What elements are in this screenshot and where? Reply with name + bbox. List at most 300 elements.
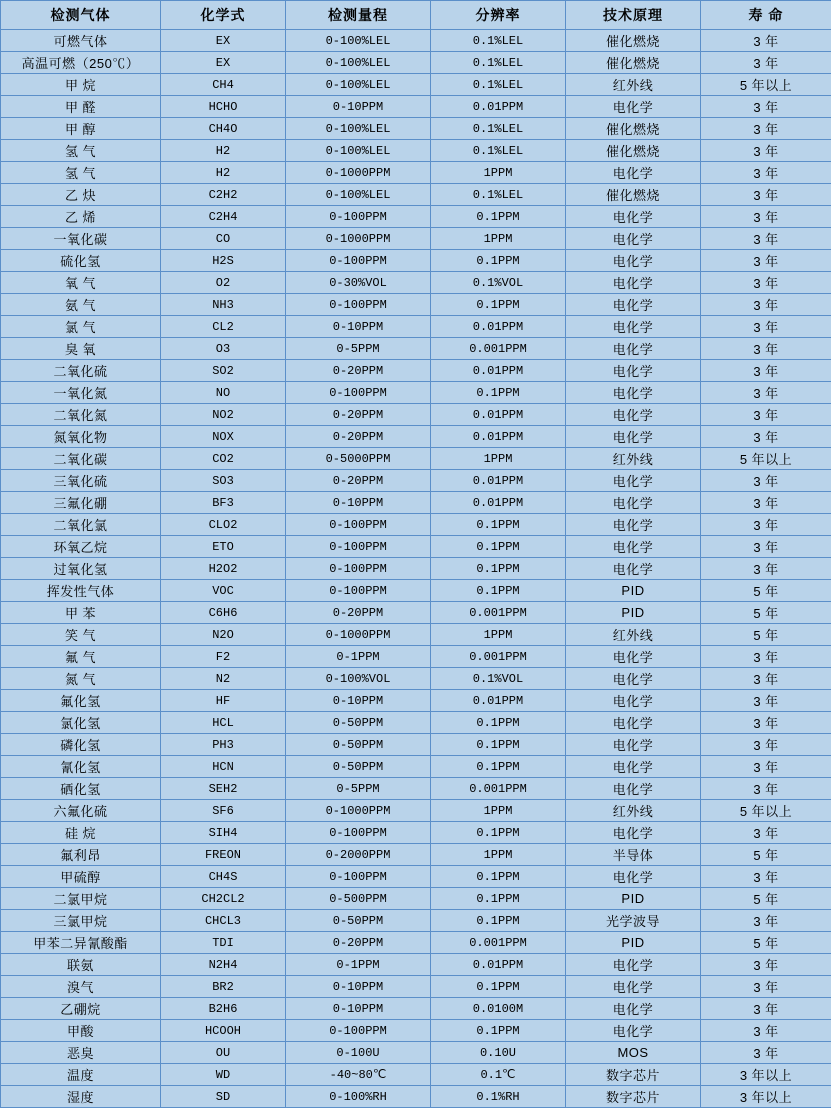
table-row	[1, 646, 831, 668]
cell-lifetime: 3 年	[701, 998, 831, 1020]
cell-lifetime: 3 年	[701, 910, 831, 932]
cell-chemical-formula: O3	[161, 338, 286, 360]
cell-lifetime: 3 年	[701, 404, 831, 426]
cell-detection-range: 0-100PPM	[286, 206, 431, 228]
cell-chemical-formula: WD	[161, 1064, 286, 1086]
cell-technology: 电化学	[566, 778, 701, 800]
cell-detection-range: 0-100PPM	[286, 1020, 431, 1042]
cell-chemical-formula: NH3	[161, 294, 286, 316]
table-row	[1, 470, 831, 492]
cell-chemical-formula: H2	[161, 140, 286, 162]
table-row	[1, 294, 831, 316]
cell-chemical-formula: C2H4	[161, 206, 286, 228]
cell-technology: 光学波导	[566, 910, 701, 932]
header-row	[1, 1, 831, 30]
cell-technology: 催化燃烧	[566, 52, 701, 74]
cell-lifetime: 3 年	[701, 294, 831, 316]
cell-detection-range: 0-20PPM	[286, 360, 431, 382]
cell-technology: 电化学	[566, 272, 701, 294]
table-row	[1, 602, 831, 624]
cell-detection-range: 0-5000PPM	[286, 448, 431, 470]
cell-lifetime: 3 年	[701, 140, 831, 162]
cell-lifetime: 3 年	[701, 426, 831, 448]
cell-technology: PID	[566, 888, 701, 910]
cell-technology: 电化学	[566, 382, 701, 404]
cell-lifetime: 3 年	[701, 360, 831, 382]
cell-gas-name: 氯化氢	[1, 712, 161, 734]
table-row	[1, 382, 831, 404]
cell-resolution: 0.1%LEL	[431, 30, 566, 52]
cell-detection-range: 0-100PPM	[286, 250, 431, 272]
table-row	[1, 30, 831, 52]
cell-chemical-formula: C6H6	[161, 602, 286, 624]
table-row	[1, 734, 831, 756]
cell-detection-range: 0-500PPM	[286, 888, 431, 910]
cell-gas-name: 三氟化硼	[1, 492, 161, 514]
cell-gas-name: 二氧化氮	[1, 404, 161, 426]
cell-chemical-formula: HCN	[161, 756, 286, 778]
cell-resolution: 0.001PPM	[431, 338, 566, 360]
table-row	[1, 184, 831, 206]
cell-lifetime: 3 年	[701, 690, 831, 712]
table-row	[1, 998, 831, 1020]
cell-resolution: 0.1PPM	[431, 756, 566, 778]
cell-chemical-formula: CLO2	[161, 514, 286, 536]
cell-detection-range: 0-30%VOL	[286, 272, 431, 294]
cell-resolution: 0.1PPM	[431, 206, 566, 228]
cell-resolution: 0.1℃	[431, 1064, 566, 1086]
cell-technology: 电化学	[566, 206, 701, 228]
cell-chemical-formula: EX	[161, 52, 286, 74]
cell-lifetime: 3 年	[701, 470, 831, 492]
cell-lifetime: 3 年	[701, 976, 831, 998]
cell-detection-range: -40~80℃	[286, 1064, 431, 1086]
cell-resolution: 0.01PPM	[431, 426, 566, 448]
cell-resolution: 0.1%LEL	[431, 184, 566, 206]
cell-technology: 电化学	[566, 228, 701, 250]
cell-lifetime: 5 年	[701, 888, 831, 910]
cell-detection-range: 0-50PPM	[286, 734, 431, 756]
cell-resolution: 1PPM	[431, 448, 566, 470]
cell-technology: 电化学	[566, 558, 701, 580]
cell-lifetime: 3 年	[701, 492, 831, 514]
cell-gas-name: 氧 气	[1, 272, 161, 294]
cell-gas-name: 二氯甲烷	[1, 888, 161, 910]
cell-chemical-formula: H2O2	[161, 558, 286, 580]
cell-lifetime: 5 年	[701, 580, 831, 602]
cell-resolution: 0.1PPM	[431, 866, 566, 888]
cell-technology: 电化学	[566, 646, 701, 668]
cell-chemical-formula: C2H2	[161, 184, 286, 206]
cell-lifetime: 3 年	[701, 228, 831, 250]
cell-technology: 电化学	[566, 316, 701, 338]
cell-gas-name: 一氧化氮	[1, 382, 161, 404]
cell-gas-name: 二氧化氯	[1, 514, 161, 536]
table-row	[1, 558, 831, 580]
table-row	[1, 888, 831, 910]
cell-resolution: 0.10U	[431, 1042, 566, 1064]
cell-detection-range: 0-100PPM	[286, 536, 431, 558]
cell-gas-name: 氮氧化物	[1, 426, 161, 448]
cell-chemical-formula: H2S	[161, 250, 286, 272]
cell-lifetime: 3 年	[701, 338, 831, 360]
cell-technology: 电化学	[566, 690, 701, 712]
cell-detection-range: 0-100%LEL	[286, 30, 431, 52]
cell-resolution: 0.1PPM	[431, 910, 566, 932]
cell-detection-range: 0-100PPM	[286, 382, 431, 404]
cell-resolution: 0.01PPM	[431, 954, 566, 976]
cell-lifetime: 3 年	[701, 514, 831, 536]
cell-detection-range: 0-5PPM	[286, 778, 431, 800]
cell-gas-name: 六氟化硫	[1, 800, 161, 822]
cell-chemical-formula: BF3	[161, 492, 286, 514]
cell-resolution: 0.1%RH	[431, 1086, 566, 1108]
cell-technology: 电化学	[566, 426, 701, 448]
cell-technology: 电化学	[566, 536, 701, 558]
table-row	[1, 932, 831, 954]
cell-lifetime: 3 年	[701, 822, 831, 844]
cell-lifetime: 5 年	[701, 844, 831, 866]
cell-resolution: 0.1%LEL	[431, 74, 566, 96]
table-row	[1, 910, 831, 932]
table-row	[1, 492, 831, 514]
cell-chemical-formula: SF6	[161, 800, 286, 822]
cell-detection-range: 0-100%LEL	[286, 140, 431, 162]
cell-lifetime: 3 年	[701, 1042, 831, 1064]
cell-technology: PID	[566, 602, 701, 624]
cell-lifetime: 3 年	[701, 52, 831, 74]
cell-resolution: 0.1PPM	[431, 976, 566, 998]
cell-resolution: 0.01PPM	[431, 404, 566, 426]
table-row	[1, 140, 831, 162]
cell-resolution: 0.001PPM	[431, 778, 566, 800]
cell-resolution: 0.01PPM	[431, 316, 566, 338]
table-row	[1, 536, 831, 558]
cell-lifetime: 3 年	[701, 316, 831, 338]
cell-resolution: 0.1PPM	[431, 514, 566, 536]
cell-gas-name: 氮 气	[1, 668, 161, 690]
cell-resolution: 0.001PPM	[431, 602, 566, 624]
cell-detection-range: 0-20PPM	[286, 426, 431, 448]
cell-gas-name: 湿度	[1, 1086, 161, 1108]
table-row	[1, 206, 831, 228]
cell-technology: 数字芯片	[566, 1086, 701, 1108]
cell-detection-range: 0-100%LEL	[286, 74, 431, 96]
cell-technology: 电化学	[566, 404, 701, 426]
cell-lifetime: 3 年	[701, 712, 831, 734]
cell-chemical-formula: BR2	[161, 976, 286, 998]
cell-detection-range: 0-100%LEL	[286, 184, 431, 206]
cell-gas-name: 氟 气	[1, 646, 161, 668]
cell-chemical-formula: CHCL3	[161, 910, 286, 932]
cell-gas-name: 甲硫醇	[1, 866, 161, 888]
cell-resolution: 0.0100M	[431, 998, 566, 1020]
cell-detection-range: 0-20PPM	[286, 404, 431, 426]
cell-chemical-formula: CO2	[161, 448, 286, 470]
cell-chemical-formula: SO3	[161, 470, 286, 492]
cell-lifetime: 3 年	[701, 536, 831, 558]
table-row	[1, 1020, 831, 1042]
cell-chemical-formula: CH4O	[161, 118, 286, 140]
cell-chemical-formula: HCHO	[161, 96, 286, 118]
cell-resolution: 0.01PPM	[431, 492, 566, 514]
cell-chemical-formula: SD	[161, 1086, 286, 1108]
cell-detection-range: 0-100PPM	[286, 558, 431, 580]
cell-gas-name: 溴气	[1, 976, 161, 998]
table-row	[1, 74, 831, 96]
cell-technology: 电化学	[566, 294, 701, 316]
cell-chemical-formula: TDI	[161, 932, 286, 954]
cell-technology: 半导体	[566, 844, 701, 866]
cell-gas-name: 氰化氢	[1, 756, 161, 778]
table-row	[1, 1086, 831, 1108]
cell-lifetime: 3 年	[701, 954, 831, 976]
cell-technology: 电化学	[566, 492, 701, 514]
cell-technology: 数字芯片	[566, 1064, 701, 1086]
cell-resolution: 0.01PPM	[431, 470, 566, 492]
cell-gas-name: 甲酸	[1, 1020, 161, 1042]
cell-resolution: 0.001PPM	[431, 932, 566, 954]
cell-resolution: 1PPM	[431, 800, 566, 822]
cell-detection-range: 0-100PPM	[286, 866, 431, 888]
table-row	[1, 954, 831, 976]
cell-technology: 红外线	[566, 74, 701, 96]
cell-technology: 电化学	[566, 734, 701, 756]
cell-chemical-formula: CL2	[161, 316, 286, 338]
cell-gas-name: 恶臭	[1, 1042, 161, 1064]
cell-technology: 电化学	[566, 338, 701, 360]
cell-chemical-formula: SIH4	[161, 822, 286, 844]
cell-gas-name: 硫化氢	[1, 250, 161, 272]
cell-gas-name: 乙 烯	[1, 206, 161, 228]
cell-resolution: 0.1%LEL	[431, 118, 566, 140]
cell-technology: 电化学	[566, 360, 701, 382]
cell-resolution: 0.1PPM	[431, 294, 566, 316]
cell-resolution: 0.1%LEL	[431, 140, 566, 162]
cell-gas-name: 氟利昂	[1, 844, 161, 866]
cell-resolution: 0.1%LEL	[431, 52, 566, 74]
cell-chemical-formula: N2	[161, 668, 286, 690]
cell-detection-range: 0-1PPM	[286, 646, 431, 668]
cell-gas-name: 过氧化氢	[1, 558, 161, 580]
cell-gas-name: 甲苯二异氰酸酯	[1, 932, 161, 954]
cell-gas-name: 温度	[1, 1064, 161, 1086]
table-row	[1, 976, 831, 998]
table-row	[1, 360, 831, 382]
cell-chemical-formula: O2	[161, 272, 286, 294]
table-row	[1, 712, 831, 734]
cell-chemical-formula: OU	[161, 1042, 286, 1064]
cell-lifetime: 5 年以上	[701, 448, 831, 470]
cell-gas-name: 二氧化碳	[1, 448, 161, 470]
table-row	[1, 426, 831, 448]
cell-technology: 红外线	[566, 624, 701, 646]
cell-lifetime: 3 年	[701, 668, 831, 690]
cell-lifetime: 3 年	[701, 206, 831, 228]
cell-technology: 电化学	[566, 954, 701, 976]
cell-chemical-formula: HF	[161, 690, 286, 712]
table-header	[1, 1, 831, 30]
table-row	[1, 52, 831, 74]
cell-chemical-formula: NO	[161, 382, 286, 404]
cell-detection-range: 0-50PPM	[286, 756, 431, 778]
cell-gas-name: 氢 气	[1, 162, 161, 184]
table-row	[1, 778, 831, 800]
table-row	[1, 338, 831, 360]
table-row	[1, 514, 831, 536]
cell-detection-range: 0-10PPM	[286, 998, 431, 1020]
cell-chemical-formula: PH3	[161, 734, 286, 756]
cell-gas-name: 笑 气	[1, 624, 161, 646]
cell-resolution: 1PPM	[431, 624, 566, 646]
table-row	[1, 250, 831, 272]
cell-resolution: 0.001PPM	[431, 646, 566, 668]
cell-detection-range: 0-100%LEL	[286, 52, 431, 74]
cell-technology: 红外线	[566, 800, 701, 822]
cell-chemical-formula: ETO	[161, 536, 286, 558]
cell-detection-range: 0-100%VOL	[286, 668, 431, 690]
cell-technology: 催化燃烧	[566, 30, 701, 52]
cell-detection-range: 0-100PPM	[286, 294, 431, 316]
cell-chemical-formula: VOC	[161, 580, 286, 602]
cell-lifetime: 3 年	[701, 30, 831, 52]
cell-lifetime: 3 年	[701, 866, 831, 888]
cell-technology: 电化学	[566, 998, 701, 1020]
cell-lifetime: 5 年以上	[701, 74, 831, 96]
cell-technology: 电化学	[566, 1020, 701, 1042]
cell-resolution: 1PPM	[431, 844, 566, 866]
cell-gas-name: 磷化氢	[1, 734, 161, 756]
cell-chemical-formula: HCOOH	[161, 1020, 286, 1042]
cell-gas-name: 甲 醛	[1, 96, 161, 118]
cell-technology: 电化学	[566, 976, 701, 998]
cell-gas-name: 甲 苯	[1, 602, 161, 624]
table-row	[1, 580, 831, 602]
table-row	[1, 866, 831, 888]
cell-resolution: 1PPM	[431, 228, 566, 250]
cell-detection-range: 0-10PPM	[286, 96, 431, 118]
column-header-lifetime: 寿 命	[701, 1, 831, 30]
cell-lifetime: 3 年	[701, 734, 831, 756]
cell-resolution: 0.1PPM	[431, 536, 566, 558]
cell-chemical-formula: CH4	[161, 74, 286, 96]
cell-detection-range: 0-1000PPM	[286, 228, 431, 250]
cell-lifetime: 3 年	[701, 382, 831, 404]
cell-gas-name: 三氧化硫	[1, 470, 161, 492]
table-row	[1, 316, 831, 338]
cell-resolution: 0.1PPM	[431, 822, 566, 844]
cell-technology: 电化学	[566, 162, 701, 184]
table-row	[1, 844, 831, 866]
cell-technology: 电化学	[566, 470, 701, 492]
cell-lifetime: 5 年	[701, 932, 831, 954]
cell-detection-range: 0-100PPM	[286, 822, 431, 844]
cell-detection-range: 0-10PPM	[286, 316, 431, 338]
cell-chemical-formula: SEH2	[161, 778, 286, 800]
cell-gas-name: 氨 气	[1, 294, 161, 316]
cell-detection-range: 0-20PPM	[286, 602, 431, 624]
cell-detection-range: 0-50PPM	[286, 712, 431, 734]
cell-detection-range: 0-20PPM	[286, 932, 431, 954]
cell-resolution: 0.1PPM	[431, 580, 566, 602]
table-row	[1, 756, 831, 778]
cell-technology: 电化学	[566, 756, 701, 778]
cell-chemical-formula: NOX	[161, 426, 286, 448]
cell-lifetime: 3 年	[701, 96, 831, 118]
cell-gas-name: 挥发性气体	[1, 580, 161, 602]
cell-detection-range: 0-10PPM	[286, 492, 431, 514]
cell-chemical-formula: SO2	[161, 360, 286, 382]
cell-detection-range: 0-50PPM	[286, 910, 431, 932]
cell-resolution: 0.1PPM	[431, 734, 566, 756]
cell-detection-range: 0-100PPM	[286, 580, 431, 602]
cell-chemical-formula: EX	[161, 30, 286, 52]
cell-gas-name: 乙硼烷	[1, 998, 161, 1020]
cell-technology: PID	[566, 580, 701, 602]
cell-technology: 电化学	[566, 250, 701, 272]
column-header-technology: 技术原理	[566, 1, 701, 30]
cell-gas-name: 氟化氢	[1, 690, 161, 712]
cell-detection-range: 0-1PPM	[286, 954, 431, 976]
cell-detection-range: 0-2000PPM	[286, 844, 431, 866]
table-body	[1, 30, 831, 1108]
cell-detection-range: 0-100PPM	[286, 514, 431, 536]
cell-resolution: 0.01PPM	[431, 360, 566, 382]
cell-lifetime: 3 年	[701, 646, 831, 668]
cell-gas-name: 二氧化硫	[1, 360, 161, 382]
cell-gas-name: 氢 气	[1, 140, 161, 162]
cell-lifetime: 3 年	[701, 250, 831, 272]
cell-lifetime: 3 年	[701, 162, 831, 184]
cell-gas-name: 氯 气	[1, 316, 161, 338]
cell-lifetime: 3 年	[701, 558, 831, 580]
column-header-chemical-formula: 化学式	[161, 1, 286, 30]
cell-resolution: 0.1PPM	[431, 382, 566, 404]
table-row	[1, 272, 831, 294]
cell-resolution: 0.01PPM	[431, 690, 566, 712]
table-row	[1, 800, 831, 822]
table-row	[1, 690, 831, 712]
table-row	[1, 822, 831, 844]
cell-detection-range: 0-100%LEL	[286, 118, 431, 140]
cell-resolution: 0.1PPM	[431, 1020, 566, 1042]
cell-technology: 催化燃烧	[566, 140, 701, 162]
cell-technology: 电化学	[566, 712, 701, 734]
cell-chemical-formula: CO	[161, 228, 286, 250]
table-row	[1, 228, 831, 250]
cell-chemical-formula: N2H4	[161, 954, 286, 976]
cell-lifetime: 5 年	[701, 602, 831, 624]
cell-resolution: 1PPM	[431, 162, 566, 184]
cell-gas-name: 三氯甲烷	[1, 910, 161, 932]
cell-gas-name: 甲 醇	[1, 118, 161, 140]
cell-detection-range: 0-1000PPM	[286, 800, 431, 822]
cell-lifetime: 3 年	[701, 272, 831, 294]
cell-lifetime: 3 年	[701, 778, 831, 800]
cell-detection-range: 0-5PPM	[286, 338, 431, 360]
cell-chemical-formula: B2H6	[161, 998, 286, 1020]
table-row	[1, 448, 831, 470]
cell-detection-range: 0-1000PPM	[286, 162, 431, 184]
cell-chemical-formula: FREON	[161, 844, 286, 866]
cell-detection-range: 0-10PPM	[286, 690, 431, 712]
cell-chemical-formula: NO2	[161, 404, 286, 426]
cell-lifetime: 3 年	[701, 118, 831, 140]
table-row	[1, 668, 831, 690]
column-header-resolution: 分辨率	[431, 1, 566, 30]
cell-lifetime: 3 年	[701, 184, 831, 206]
cell-resolution: 0.1PPM	[431, 558, 566, 580]
